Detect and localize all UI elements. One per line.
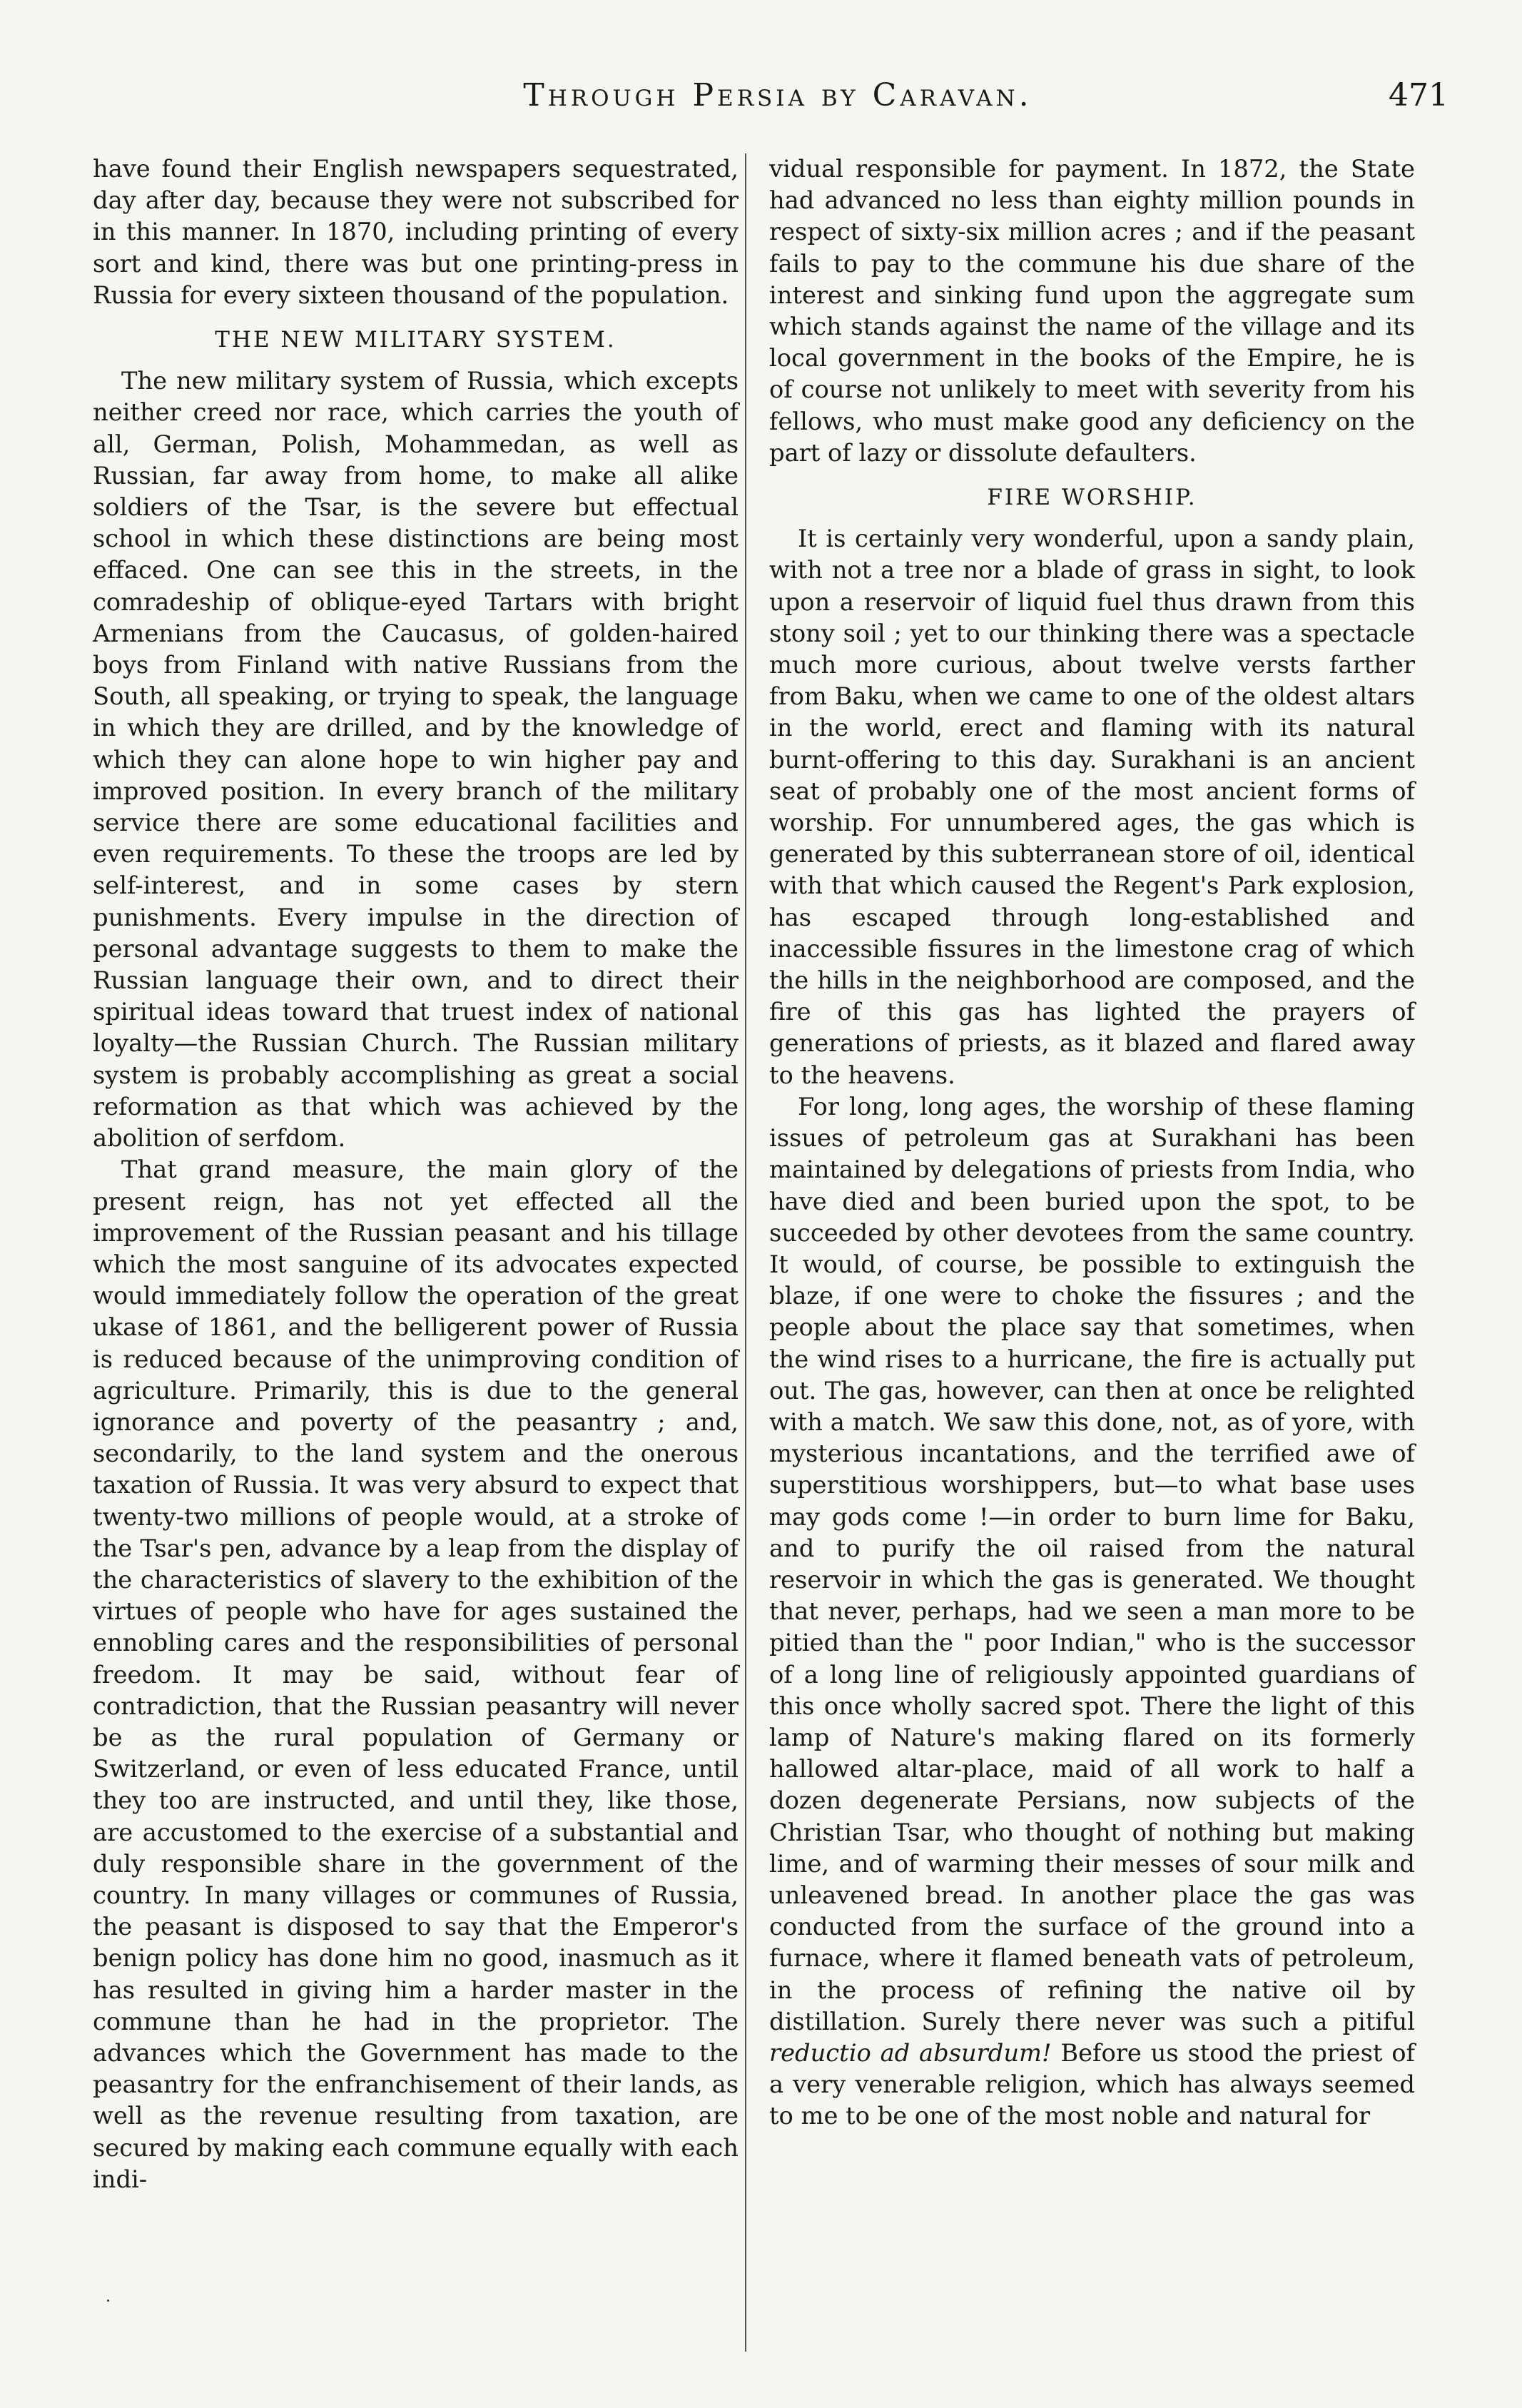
right-column: [769, 153, 1415, 2133]
section-heading: FIRE WORSHIP.: [987, 485, 1197, 511]
left-column: [93, 153, 739, 2195]
stray-mark: [107, 2300, 109, 2302]
page-header: [107, 77, 1449, 127]
section-heading: THE NEW MILITARY SYSTEM.: [215, 327, 617, 353]
paragraph-text: Before us stood the priest of a very venerable religion, which has always seemed to me to be one of the most noble and natural for: [769, 2038, 1415, 2130]
paragraph-text: For long, long ages, the worship of these flaming issues of petroleum gas at Surakhani has been maintained by delegations of priests from India, who have died and been buried upon the spot, to be succeeded by other devotees from the same country. It would, of course, be possible to extinguish the blaze, if one were to choke the fissures ; and the people about the place say that sometimes, when the wind rises to a hurricane, the fire is actually put out. The gas, however, can then at once be relighted with a match. We saw this done, not, as of yore, with mysterious incantations, and the terrified awe of superstitious worshippers, but—to what base uses may gods come !—in order to burn lime for Baku, and to purify the oil raised from the natural reservoir in which the gas is generated. We thought that never, perhaps, had we seen a man more to be pitied than the " poor Indian," who is the successor of a long line of religiously appointed guardians of this once wholly sacred spot. There the light of this lamp of Nature's making flared on its formerly hallowed altar-place, maid of all work to half a dozen degenerate Persians, now subjects of the Christian Tsar, who thought of nothing but making lime, and of warming their messes of sour milk and unleavened bread. In another place the gas was conducted from the surface of the ground into a furnace, where it flamed beneath vats of petroleum, in the process of refining the native oil by distillation. Surely there never was such a pitiful: [769, 1092, 1415, 2035]
running-title: Through Persia by Caravan.: [523, 77, 1033, 113]
paragraph: That grand measure, the main glory of the present reign, has not yet effected all the improvement of the Russian peasant and his tillage which the most sanguine of its advocates expected would immediately follow the operation of the great ukase of 1861, and the belligerent power of Russia is reduced because of the unimproving condition of agriculture. Primarily, this is due to the general ignorance and poverty of the peasantry ; and, secondarily, to the land system and the onerous taxation of Russia. It was very absurd to expect that twenty-two millions of people would, at a stroke of the Tsar's pen, advance by a leap from the display of the characteristics of slavery to the exhibition of the virtues of people who have for ages sustained the ennobling cares and the responsibilities of personal freedom. It may be said, without fear of contradiction, that the Russian peasantry will never be as the rural population of Germany or Switzerland, or even of less educated France, until they too are instructed, and until they, like those, are accustomed to the exercise of a substantial and duly responsible share in the government of the country. In many villages or communes of Russia, the peasant is disposed to say that the Emperor's benign policy has done him no good, inasmuch as it has resulted in giving him a harder master in the commune than he had in the proprietor. The advances which the Government has made to the peasantry for the enfranchisement of their lands, as well as the revenue resulting from taxation, are secured by making each commune equally with each indi-: [93, 1155, 739, 2193]
paragraph: vidual responsible for payment. In 1872, the State had advanced no less than eighty million pounds in respect of sixty-six million acres ; and if the peasant fails to pay to the commune his due share of the interest and sinking fund upon the aggregate sum which stands against the name of the village and its local government in the books of the Empire, he is of course not unlikely to meet with severity from his fellows, who must make good any deficiency on the part of lazy or dissolute defaulters.: [769, 155, 1415, 467]
column-rule: [745, 153, 746, 2352]
paragraph: The new military system of Russia, which excepts neither creed nor race, which carries the youth of all, German, Polish, Mohammedan, as well as Russian, far away from home, to make all alike soldiers of the Tsar, is the severe but effectual school in which these distinctions are being most effaced. One can see this in the streets, in the comradeship of oblique-eyed Tartars with bright Armenians from the Caucasus, of golden-haired boys from Finland with native Russians from the South, all speaking, or trying to speak, the language in which they are drilled, and by the knowledge of which they can alone hope to win higher pay and improved position. In every branch of the military service there are some educational facilities and even requirements. To these the troops are led by self-interest, and in some cases by stern punishments. Every impulse in the direction of personal advantage suggests to them to make the Russian language their own, and to direct their spiritual ideas toward that truest index of national loyalty—the Russian Church. The Russian military system is probably accomplishing as great a social reformation as that which was achieved by the abolition of serfdom.: [93, 367, 739, 1153]
italic-phrase: reductio ad absurdum!: [769, 2038, 1052, 2067]
paragraph: [769, 1091, 1415, 2133]
paragraph: It is certainly very wonderful, upon a sandy plain, with not a tree nor a blade of grass in sight, to look upon a reservoir of liquid fuel thus drawn from this stony soil ; yet to our thinking there was a spectacle much more curious, about twelve versts farther from Baku, when we came to one of the oldest altars in the world, erect and flaming with its natural burnt-offering to this day. Surakhani is an ancient seat of probably one of the most ancient forms of worship. For unnumbered ages, the gas which is generated by this subterranean store of oil, identical with that which caused the Regent's Park explosion, has escaped through long-established and inaccessible fissures in the limestone crag of which the hills in the neighborhood are composed, and the fire of this gas has lighted the prayers of generations of priests, as it blazed and flared away to the heavens.: [769, 525, 1415, 1089]
paragraph: have found their English newspapers sequestrated, day after day, because they were not subscribed for in this manner. In 1870, including printing of every sort and kind, there was but one printing-press in Russia for every sixteen thousand of the population.: [93, 155, 739, 309]
page-number: 471: [1389, 77, 1449, 113]
